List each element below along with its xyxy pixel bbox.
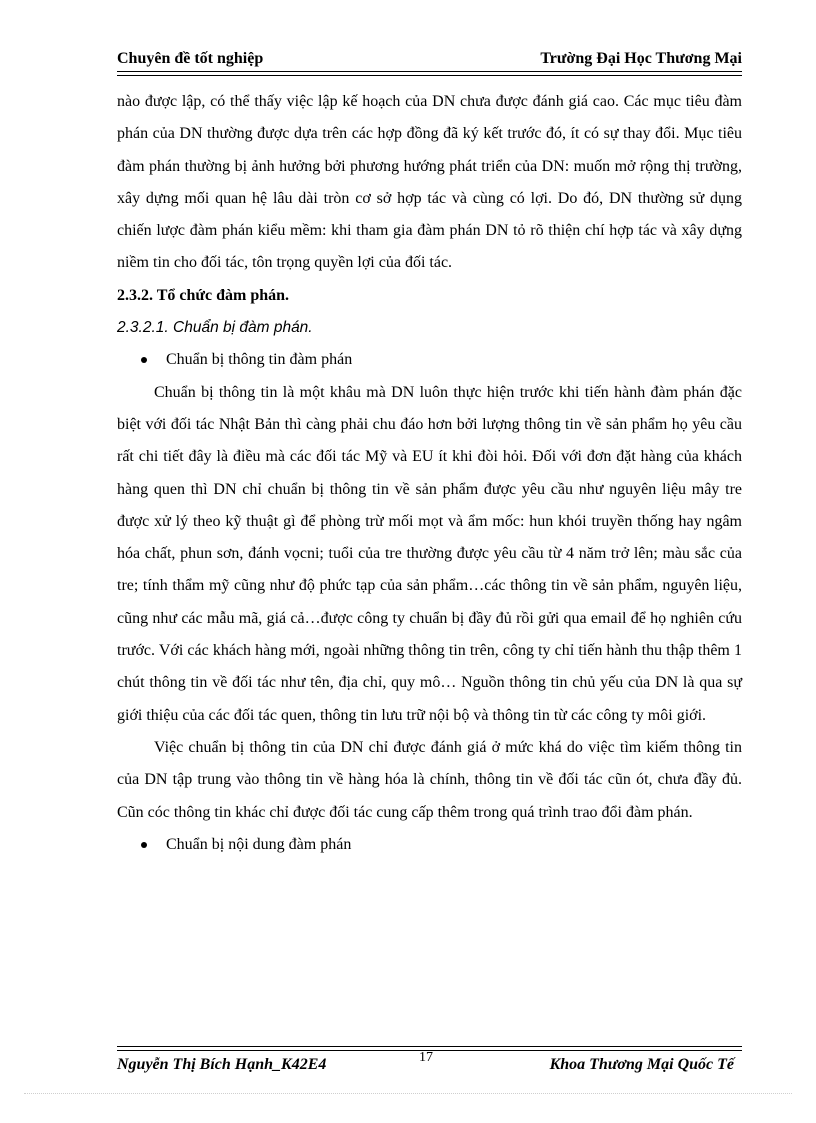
bullet-item-info — [117, 344, 742, 376]
page-footer — [117, 1050, 742, 1076]
section-heading-2-3-2: 2.3.2. Tổ chức đàm phán. — [117, 286, 290, 304]
page-header — [117, 50, 742, 72]
bullet-label: Chuẩn bị thông tin đàm phán — [166, 351, 353, 369]
footer-faculty: Khoa Thương Mại Quốc Tế — [549, 1056, 734, 1073]
bullet-dot-icon — [141, 357, 147, 363]
body-text — [117, 86, 742, 861]
header-rule — [117, 71, 742, 76]
bullet-item-content — [117, 829, 742, 861]
page-bottom-border — [24, 1093, 792, 1094]
paragraph-evaluation: Việc chuẩn bị thông tin của DN chỉ được đánh giá ở mức khá do việc tìm kiếm thông tin của DN tập trung vào thông tin về hàng hóa là chính, thông tin về đối tác cũn ót, chưa đầy đủ. Cũn cóc thông tin khác chỉ được đối tác cung cấp thêm trong quá trình trao đổi đàm phán. — [117, 738, 742, 821]
header-university: Trường Đại Học Thương Mại — [540, 50, 742, 67]
subsection-heading-2-3-2-1: 2.3.2.1. Chuẩn bị đàm phán. — [117, 319, 313, 337]
page-number: 17 — [419, 1050, 433, 1065]
paragraph-intro: nào được lập, có thể thấy việc lập kế hoạch của DN chưa được đánh giá cao. Các mục tiêu đàm phán của DN thường được dựa trên các hợp đồng đã ký kết trước đó, ít có sự thay đổi. Mục tiêu đàm phán thường bị ảnh hưởng bởi phương hướng phát triển của DN: muốn mở rộng thị trường, xây dựng mối quan hệ lâu dài tròn cơ sở hợp tác và cùng có lợi. Do đó, DN thường sử dụng chiến lược đàm phán kiểu mềm: khi tham gia đàm phán DN tỏ rõ thiện chí hợp tác và xây dựng niềm tin cho đối tác, tôn trọng quyền lợi của đối tác. — [117, 93, 742, 272]
bullet-label: Chuẩn bị nội dung đàm phán — [166, 835, 352, 853]
paragraph-info-preparation: Chuẩn bị thông tin là một khâu mà DN luôn thực hiện trước khi tiến hành đàm phán đặc biệt với đối tác Nhật Bản thì càng phải chu đáo hơn bởi lượng thông tin về sản phẩm họ yêu cầu rất chi tiết đây là điều mà các đối tác Mỹ và EU ít khi đòi hỏi. Đối với đơn đặt hàng của khách hàng quen thì DN chỉ chuẩn bị thông tin về sản phẩm được yêu cầu như nguyên liệu mây tre được xử lý theo kỹ thuật gì để phòng trừ mối mọt và ẩm mốc: hun khói truyền thống hay ngâm hóa chất, phun sơn, đánh vọcni; tuổi của tre thường được yêu cầu từ 4 năm trở lên; màu sắc của tre; tính thẩm mỹ cũng như độ phức tạp của sản phẩm…các thông tin về sản phẩm, nguyên liệu, cũng như các mẫu mã, giá cả…được công ty chuẩn bị đầy đủ rồi gửi qua email để họ nghiên cứu trước. Với các khách hàng mới, ngoài những thông tin trên, công ty chỉ tiến hành thu thập thêm 1 chút thông tin về đối tác như tên, địa chỉ, quy mô… Nguồn thông tin chủ yếu của DN là qua sự giới thiệu của các đối tác quen, thông tin lưu trữ nội bộ và thông tin từ các công ty môi giới. — [117, 383, 742, 724]
bullet-dot-icon — [141, 842, 147, 848]
footer-author: Nguyễn Thị Bích Hạnh_K42E4 — [117, 1056, 327, 1073]
header-doc-title: Chuyên đề tốt nghiệp — [117, 50, 264, 67]
